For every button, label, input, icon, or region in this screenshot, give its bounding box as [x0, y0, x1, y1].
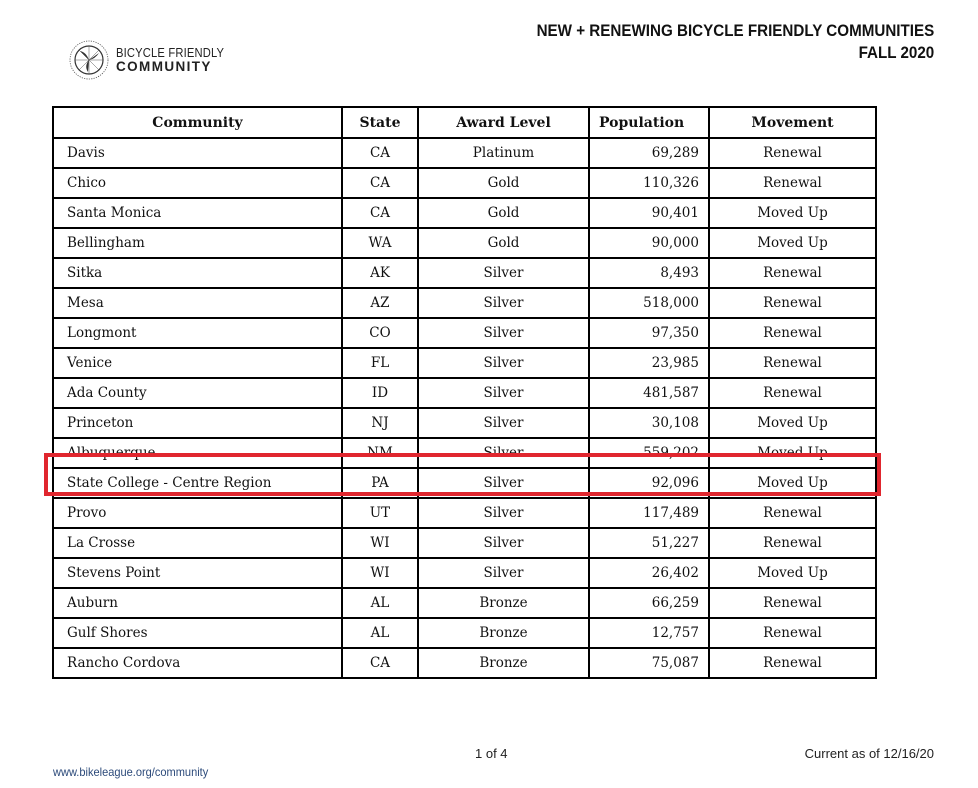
cell-award-level: Silver [418, 258, 589, 288]
cell-award-level: Silver [418, 378, 589, 408]
cell-community: Venice [53, 348, 342, 378]
cell-award-level: Bronze [418, 588, 589, 618]
cell-movement: Moved Up [709, 468, 876, 498]
cell-movement: Renewal [709, 528, 876, 558]
cell-community: Rancho Cordova [53, 648, 342, 678]
logo-line2: COMMUNITY [116, 59, 212, 74]
table-row [53, 438, 876, 468]
cell-state: FL [342, 348, 418, 378]
cell-community: Longmont [53, 318, 342, 348]
cell-population: 117,489 [589, 498, 709, 528]
cell-state: CO [342, 318, 418, 348]
table-row [53, 198, 876, 228]
cell-community: Auburn [53, 588, 342, 618]
header-award-level: Award Level [418, 107, 589, 138]
cell-population: 481,587 [589, 378, 709, 408]
cell-movement: Moved Up [709, 438, 876, 468]
cell-population: 75,087 [589, 648, 709, 678]
cell-population: 518,000 [589, 288, 709, 318]
cell-community: Davis [53, 138, 342, 168]
cell-community: Princeton [53, 408, 342, 438]
cell-award-level: Silver [418, 408, 589, 438]
table-row [53, 558, 876, 588]
cell-population: 559,202 [589, 438, 709, 468]
cell-population: 90,000 [589, 228, 709, 258]
cell-population: 66,259 [589, 588, 709, 618]
cell-movement: Renewal [709, 258, 876, 288]
cell-state: AK [342, 258, 418, 288]
cell-state: NM [342, 438, 418, 468]
cell-award-level: Silver [418, 528, 589, 558]
cell-state: WI [342, 528, 418, 558]
cell-movement: Renewal [709, 288, 876, 318]
footer-url[interactable]: www.bikeleague.org/community [53, 765, 209, 779]
cell-state: AZ [342, 288, 418, 318]
cell-movement: Moved Up [709, 558, 876, 588]
cell-state: PA [342, 468, 418, 498]
header-population: Population [589, 107, 709, 138]
cell-award-level: Silver [418, 558, 589, 588]
cell-state: WI [342, 558, 418, 588]
table-row [53, 258, 876, 288]
cell-movement: Renewal [709, 378, 876, 408]
cell-population: 12,757 [589, 618, 709, 648]
cell-award-level: Silver [418, 438, 589, 468]
cell-population: 26,402 [589, 558, 709, 588]
cell-movement: Renewal [709, 498, 876, 528]
cell-population: 8,493 [589, 258, 709, 288]
table-row [53, 348, 876, 378]
table-row [53, 288, 876, 318]
current-as-of: Current as of 12/16/20 [804, 746, 934, 761]
cell-award-level: Gold [418, 168, 589, 198]
cell-movement: Moved Up [709, 228, 876, 258]
cell-population: 90,401 [589, 198, 709, 228]
cell-community: State College - Centre Region [53, 468, 342, 498]
cell-state: CA [342, 648, 418, 678]
cell-movement: Moved Up [709, 198, 876, 228]
cell-award-level: Silver [418, 288, 589, 318]
cell-community: Stevens Point [53, 558, 342, 588]
cell-population: 51,227 [589, 528, 709, 558]
table-row [53, 498, 876, 528]
cell-population: 30,108 [589, 408, 709, 438]
cell-award-level: Gold [418, 228, 589, 258]
cell-movement: Renewal [709, 648, 876, 678]
cell-movement: Renewal [709, 138, 876, 168]
table-row [53, 468, 876, 498]
cell-state: AL [342, 588, 418, 618]
cell-population: 23,985 [589, 348, 709, 378]
table-row [53, 408, 876, 438]
table-row [53, 228, 876, 258]
header-movement: Movement [709, 107, 876, 138]
header-community: Community [53, 107, 342, 138]
cell-state: CA [342, 138, 418, 168]
cell-award-level: Bronze [418, 618, 589, 648]
page-number: 1 of 4 [475, 746, 508, 761]
cell-movement: Renewal [709, 168, 876, 198]
table-row [53, 648, 876, 678]
cell-community: Gulf Shores [53, 618, 342, 648]
cell-award-level: Platinum [418, 138, 589, 168]
table-row [53, 618, 876, 648]
table-row [53, 138, 876, 168]
cell-movement: Renewal [709, 348, 876, 378]
table-header-row [53, 107, 876, 138]
cell-community: Provo [53, 498, 342, 528]
cell-state: WA [342, 228, 418, 258]
cell-community: La Crosse [53, 528, 342, 558]
cell-award-level: Silver [418, 318, 589, 348]
cell-population: 110,326 [589, 168, 709, 198]
title-line2: FALL 2020 [858, 44, 934, 62]
table-row [53, 318, 876, 348]
cell-population: 97,350 [589, 318, 709, 348]
cell-movement: Moved Up [709, 408, 876, 438]
cell-community: Mesa [53, 288, 342, 318]
cell-state: AL [342, 618, 418, 648]
cell-award-level: Silver [418, 498, 589, 528]
cell-state: CA [342, 168, 418, 198]
cell-award-level: Silver [418, 348, 589, 378]
table-row [53, 378, 876, 408]
cell-community: Albuquerque [53, 438, 342, 468]
table-row [53, 588, 876, 618]
document-title [536, 20, 934, 64]
cell-award-level: Bronze [418, 648, 589, 678]
cell-community: Santa Monica [53, 198, 342, 228]
cell-award-level: Silver [418, 468, 589, 498]
table-row [53, 528, 876, 558]
cell-state: NJ [342, 408, 418, 438]
cell-population: 69,289 [589, 138, 709, 168]
cell-state: ID [342, 378, 418, 408]
cell-community: Sitka [53, 258, 342, 288]
header-state: State [342, 107, 418, 138]
bfc-logo [68, 38, 228, 82]
bicycle-wheel-seal-icon [68, 39, 110, 81]
cell-movement: Renewal [709, 618, 876, 648]
cell-state: CA [342, 198, 418, 228]
cell-award-level: Gold [418, 198, 589, 228]
table-row [53, 168, 876, 198]
cell-community: Bellingham [53, 228, 342, 258]
communities-table [52, 106, 877, 679]
cell-community: Ada County [53, 378, 342, 408]
cell-movement: Renewal [709, 588, 876, 618]
cell-community: Chico [53, 168, 342, 198]
cell-population: 92,096 [589, 468, 709, 498]
cell-movement: Renewal [709, 318, 876, 348]
title-line1: NEW + RENEWING BICYCLE FRIENDLY COMMUNITIES [536, 22, 934, 40]
logo-line1: BICYCLE FRIENDLY [116, 45, 225, 60]
cell-state: UT [342, 498, 418, 528]
